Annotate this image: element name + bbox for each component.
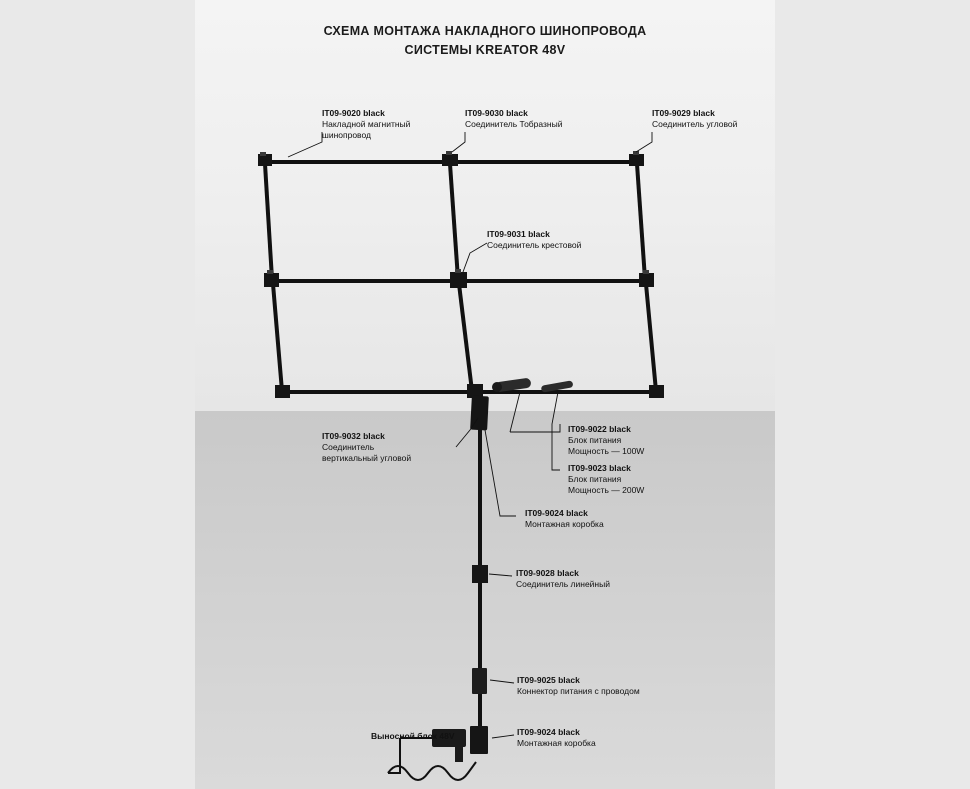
connector-tee-top-middle	[442, 151, 458, 166]
connector-corner-bottom-left	[275, 385, 290, 398]
label-code: IT09-9024 black	[525, 508, 588, 518]
label-it09-9023	[568, 463, 644, 496]
label-it09-9032	[322, 431, 411, 464]
power-connector-with-wire	[472, 668, 487, 694]
label-external-power-block: Выносной блок 48V	[371, 731, 455, 741]
label-it09-9030	[465, 108, 562, 130]
label-it09-9024-upper	[525, 508, 604, 530]
label-code: IT09-9024 black	[517, 727, 580, 737]
label-desc-line-1: Коннектор питания с проводом	[517, 686, 640, 696]
connector-corner-top-left	[258, 152, 272, 166]
label-it09-9031	[487, 229, 581, 251]
label-code: IT09-9031 black	[487, 229, 550, 239]
connector-linear-inline	[472, 565, 488, 583]
label-code: IT09-9022 black	[568, 424, 631, 434]
label-code: IT09-9020 black	[322, 108, 385, 118]
label-code: IT09-9025 black	[517, 675, 580, 685]
leader-lines-upper	[288, 132, 652, 272]
label-it09-9025	[517, 675, 640, 697]
label-code: IT09-9028 black	[516, 568, 579, 578]
label-code: IT09-9030 black	[465, 108, 528, 118]
junction-box-bottom	[470, 726, 488, 754]
label-it09-9022	[568, 424, 644, 457]
label-code: IT09-9029 black	[652, 108, 715, 118]
label-code: IT09-9023 black	[568, 463, 631, 473]
connector-tee-mid-left	[264, 270, 279, 287]
connector-tee-mid-right	[639, 270, 654, 287]
label-desc-line-1: Соединитель линейный	[516, 579, 610, 589]
label-desc-line-1: Соединитель крестовой	[487, 240, 582, 250]
label-desc-line-1: Блок питания	[568, 435, 622, 445]
label-it09-9024-lower	[517, 727, 596, 749]
connector-corner-top-right	[629, 151, 644, 166]
label-desc-line-1: Блок питания	[568, 474, 622, 484]
connector-cross-mid-center	[450, 269, 467, 288]
label-desc-line-1: Монтажная коробка	[517, 738, 596, 748]
title-line-2: СИСТЕМЫ KREATOR 48V	[404, 43, 566, 57]
track-rails-upper	[265, 162, 658, 420]
label-desc-line-1: Соединитель Тобразный	[465, 119, 563, 129]
label-desc-line-2: Мощность — 100W	[568, 446, 645, 456]
title-line-1: СХЕМА МОНТАЖА НАКЛАДНОГО ШИНОПРОВОДА	[323, 24, 647, 38]
label-desc-line-2: Мощность — 200W	[568, 485, 645, 495]
label-desc-line-1: Накладной магнитный	[322, 119, 411, 129]
label-desc-line-1: Соединитель угловой	[652, 119, 738, 129]
label-desc-line-2: вертикальный угловой	[322, 453, 412, 463]
connector-corner-bottom-right	[649, 385, 664, 398]
label-it09-9020	[322, 108, 410, 141]
label-code: IT09-9032 black	[322, 431, 385, 441]
label-it09-9029	[652, 108, 737, 130]
label-it09-9028	[516, 568, 610, 590]
label-desc-line-1: Монтажная коробка	[525, 519, 604, 529]
label-desc-line-1: Соединитель	[322, 442, 375, 452]
label-desc-line-2: шинопровод	[322, 130, 371, 140]
